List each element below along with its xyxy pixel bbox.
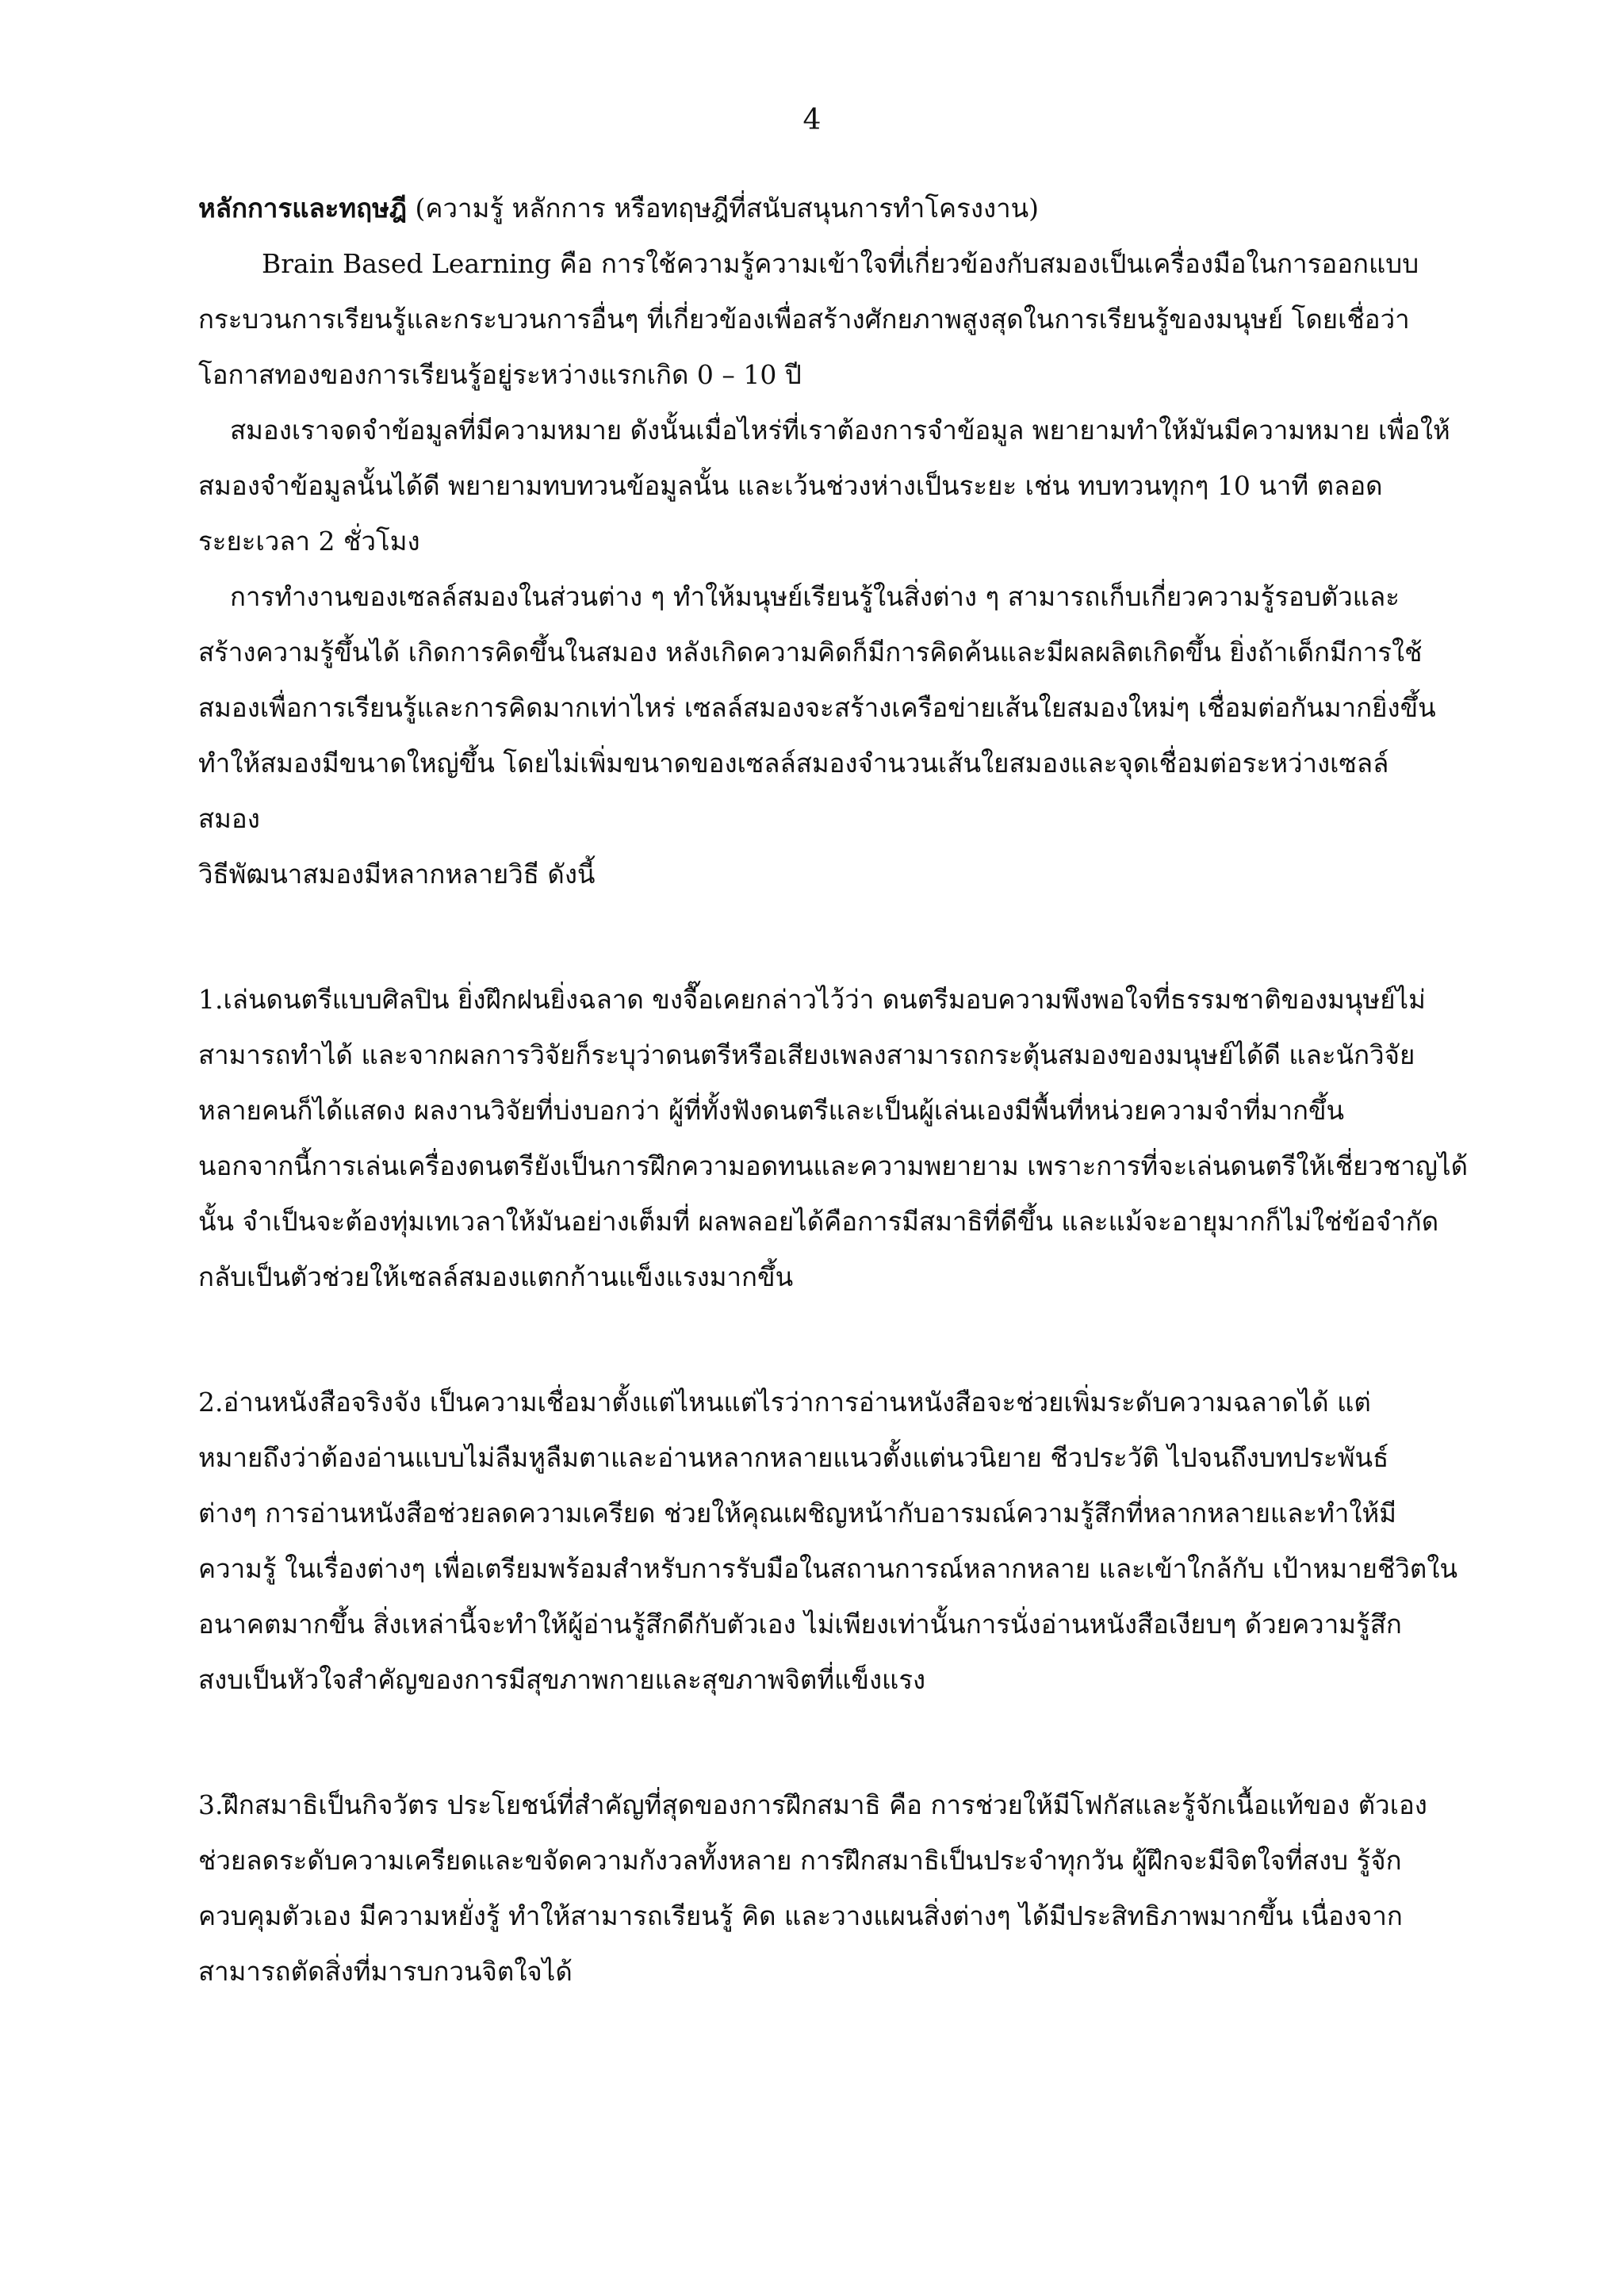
paragraph-line: ความรู้ ในเรื่องต่างๆ เพื่อเตรียมพร้อมสำหรับการรับมือในสถานการณ์หลากหลาย และเข้าใกล้กับ เป้าหมายชีวิตใน <box>198 1553 1458 1584</box>
paragraph-line: กลับเป็นตัวช่วยให้เซลล์สมองแตกก้านแข็งแรงมากขึ้น <box>198 1261 794 1292</box>
paragraph-line: สามารถตัดสิ่งที่มารบกวนจิตใจได้ <box>198 1956 573 1987</box>
paragraph-line: สามารถทำได้ และจากผลการวิจัยก็ระบุว่าดนตรีหรือเสียงเพลงสามารถกระตุ้นสมองของมนุษย์ได้ดี และนักวิจัย <box>198 1039 1415 1070</box>
paragraph-line: นอกจากนี้การเล่นเครื่องดนตรียังเป็นการฝึกความอดทนและความพยายาม เพราะการที่จะเล่นดนตรีให้เชี่ยวชาญได้ <box>198 1150 1469 1181</box>
paragraph-line: 1.เล่นดนตรีแบบศิลปิน ยิ่งฝึกฝนยิ่งฉลาด ขงจื๊อเคยกล่าวไว้ว่า ดนตรีมอบความพึงพอใจที่ธรรมชาติของมนุษย์ไม่ <box>198 984 1426 1015</box>
paragraph-line: ทำให้สมองมีขนาดใหญ่ขึ้น โดยไม่เพิ่มขนาดของเซลล์สมองจำนวนเส้นใยสมองและจุดเชื่อมต่อระหว่างเซลล์ <box>198 748 1389 779</box>
memory-paragraph <box>198 403 1515 569</box>
paragraph-line: Brain Based Learning คือ การใช้ความรู้ความเข้าใจที่เกี่ยวข้องกับสมองเป็นเครื่องมือในการออกแบบ <box>262 248 1419 279</box>
paragraph-line: อนาคตมากขึ้น สิ่งเหล่านี้จะทำให้ผู้อ่านรู้สึกดีกับตัวเอง ไม่เพียงเท่านั้นการนั่งอ่านหนังสือเงียบๆ ด้วยความรู้สึก <box>198 1609 1402 1640</box>
paragraph-line: หลายคนก็ได้แสดง ผลงานวิจัยที่บ่งบอกว่า ผู้ที่ทั้งฟังดนตรีและเป็นผู้เล่นเองมีพื้นที่หน่วยความจำที่มากขึ้น <box>198 1095 1345 1126</box>
paragraph-line: ระยะเวลา 2 ชั่วโมง <box>198 526 420 557</box>
spacer <box>198 1708 1515 1777</box>
paragraph-line: ต่างๆ การอ่านหนังสือช่วยลดความเครียด ช่วยให้คุณเผชิญหน้ากับอารมณ์ความรู้สึกที่หลากหลายและทำให้มี <box>198 1498 1397 1529</box>
section-heading <box>198 181 1515 236</box>
paragraph-line: กระบวนการเรียนรู้และกระบวนการอื่นๆ ที่เกี่ยวข้องเพื่อสร้างศักยภาพสูงสุดในการเรียนรู้ของมนุษย์ โดยเชื่อว่า <box>198 304 1410 335</box>
paragraph-line: สร้างความรู้ขึ้นได้ เกิดการคิดขึ้นในสมอง หลังเกิดความคิดก็มีการคิดค้นและมีผลผลิตเกิดขึ้น ยิ่งถ้าเด็กมีการใช้ <box>198 637 1423 668</box>
brain-cells-paragraph <box>198 569 1515 847</box>
method-3-paragraph <box>198 1777 1515 1999</box>
paragraph-line: 2.อ่านหนังสือจริงจัง เป็นความเชื่อมาตั้งแต่ไหนแต่ไรว่าการอ่านหนังสือจะช่วยเพิ่มระดับความฉลาดได้ แต่ <box>198 1387 1371 1418</box>
paragraph-line: สงบเป็นหัวใจสำคัญของการมีสุขภาพกายและสุขภาพจิตที่แข็งแรง <box>198 1664 926 1695</box>
paragraph-line: หมายถึงว่าต้องอ่านแบบไม่ลืมหูลืมตาและอ่านหลากหลายแนวตั้งแต่นวนิยาย ชีวประวัติ ไปจนถึงบทประพันธ์ <box>198 1442 1389 1473</box>
method-1-paragraph <box>198 972 1515 1305</box>
paragraph-line: 3.ฝึกสมาธิเป็นกิจวัตร ประโยชน์ที่สำคัญที่สุดของการฝึกสมาธิ คือ การช่วยให้มีโฟกัสและรู้จักเนื้อแท้ของ ตัวเอง <box>198 1789 1427 1820</box>
paragraph-line: ควบคุมตัวเอง มีความหยั่งรู้ ทำให้สามารถเรียนรู้ คิด และวางแผนสิ่งต่างๆ ได้มีประสิทธิภาพมากขึ้น เนื่องจาก <box>198 1900 1403 1931</box>
paragraph-line: สมองจำข้อมูลนั้นได้ดี พยายามทบทวนข้อมูลนั้น และเว้นช่วงห่างเป็นระยะ เช่น ทบทวนทุกๆ 10 นาที ตลอด <box>198 470 1383 501</box>
paragraph-line: สมองเราจดจำข้อมูลที่มีความหมาย ดังนั้นเมื่อไหร่ที่เราต้องการจำข้อมูล พยายามทำให้มันมีความหมาย เพื่อให้ <box>230 415 1450 446</box>
paragraph-line: สมอง <box>198 803 260 834</box>
spacer <box>198 902 1515 972</box>
page-number: 4 <box>802 104 822 136</box>
paragraph-line: ช่วยลดระดับความเครียดและขจัดความกังวลทั้งหลาย การฝึกสมาธิเป็นประจำทุกวัน ผู้ฝึกจะมีจิตใจที่สงบ รู้จัก <box>198 1845 1402 1876</box>
paragraph-line: สมองเพื่อการเรียนรู้และการคิดมากเท่าไหร่ เซลล์สมองจะสร้างเครือข่ายเส้นใยสมองใหม่ๆ เชื่อมต่อกันมากยิ่งขึ้น <box>198 692 1436 723</box>
document-body <box>198 181 1515 1999</box>
paragraph-line: การทำงานของเซลล์สมองในส่วนต่าง ๆ ทำให้มนุษย์เรียนรู้ในสิ่งต่าง ๆ สามารถเก็บเกี่ยวความรู้รอบตัวและ <box>230 581 1400 612</box>
heading-bold: หลักการและทฤษฎี <box>198 193 408 224</box>
paragraph-line: นั้น จำเป็นจะต้องทุ่มเทเวลาให้มันอย่างเต็มที่ ผลพลอยได้คือการมีสมาธิที่ดีขึ้น และแม้จะอายุมากก็ไม่ใช่ข้อจำกัด <box>198 1206 1439 1237</box>
heading-rest: (ความรู้ หลักการ หรือทฤษฎีที่สนับสนุนการทำโครงงาน) <box>407 193 1040 224</box>
intro-paragraph <box>198 236 1515 403</box>
spacer <box>198 1305 1515 1375</box>
method-2-paragraph <box>198 1375 1515 1708</box>
methods-intro: วิธีพัฒนาสมองมีหลากหลายวิธี ดังนี้ <box>198 859 596 890</box>
paragraph-line: โอกาสทองของการเรียนรู้อยู่ระหว่างแรกเกิด 0 – 10 ปี <box>198 359 802 390</box>
